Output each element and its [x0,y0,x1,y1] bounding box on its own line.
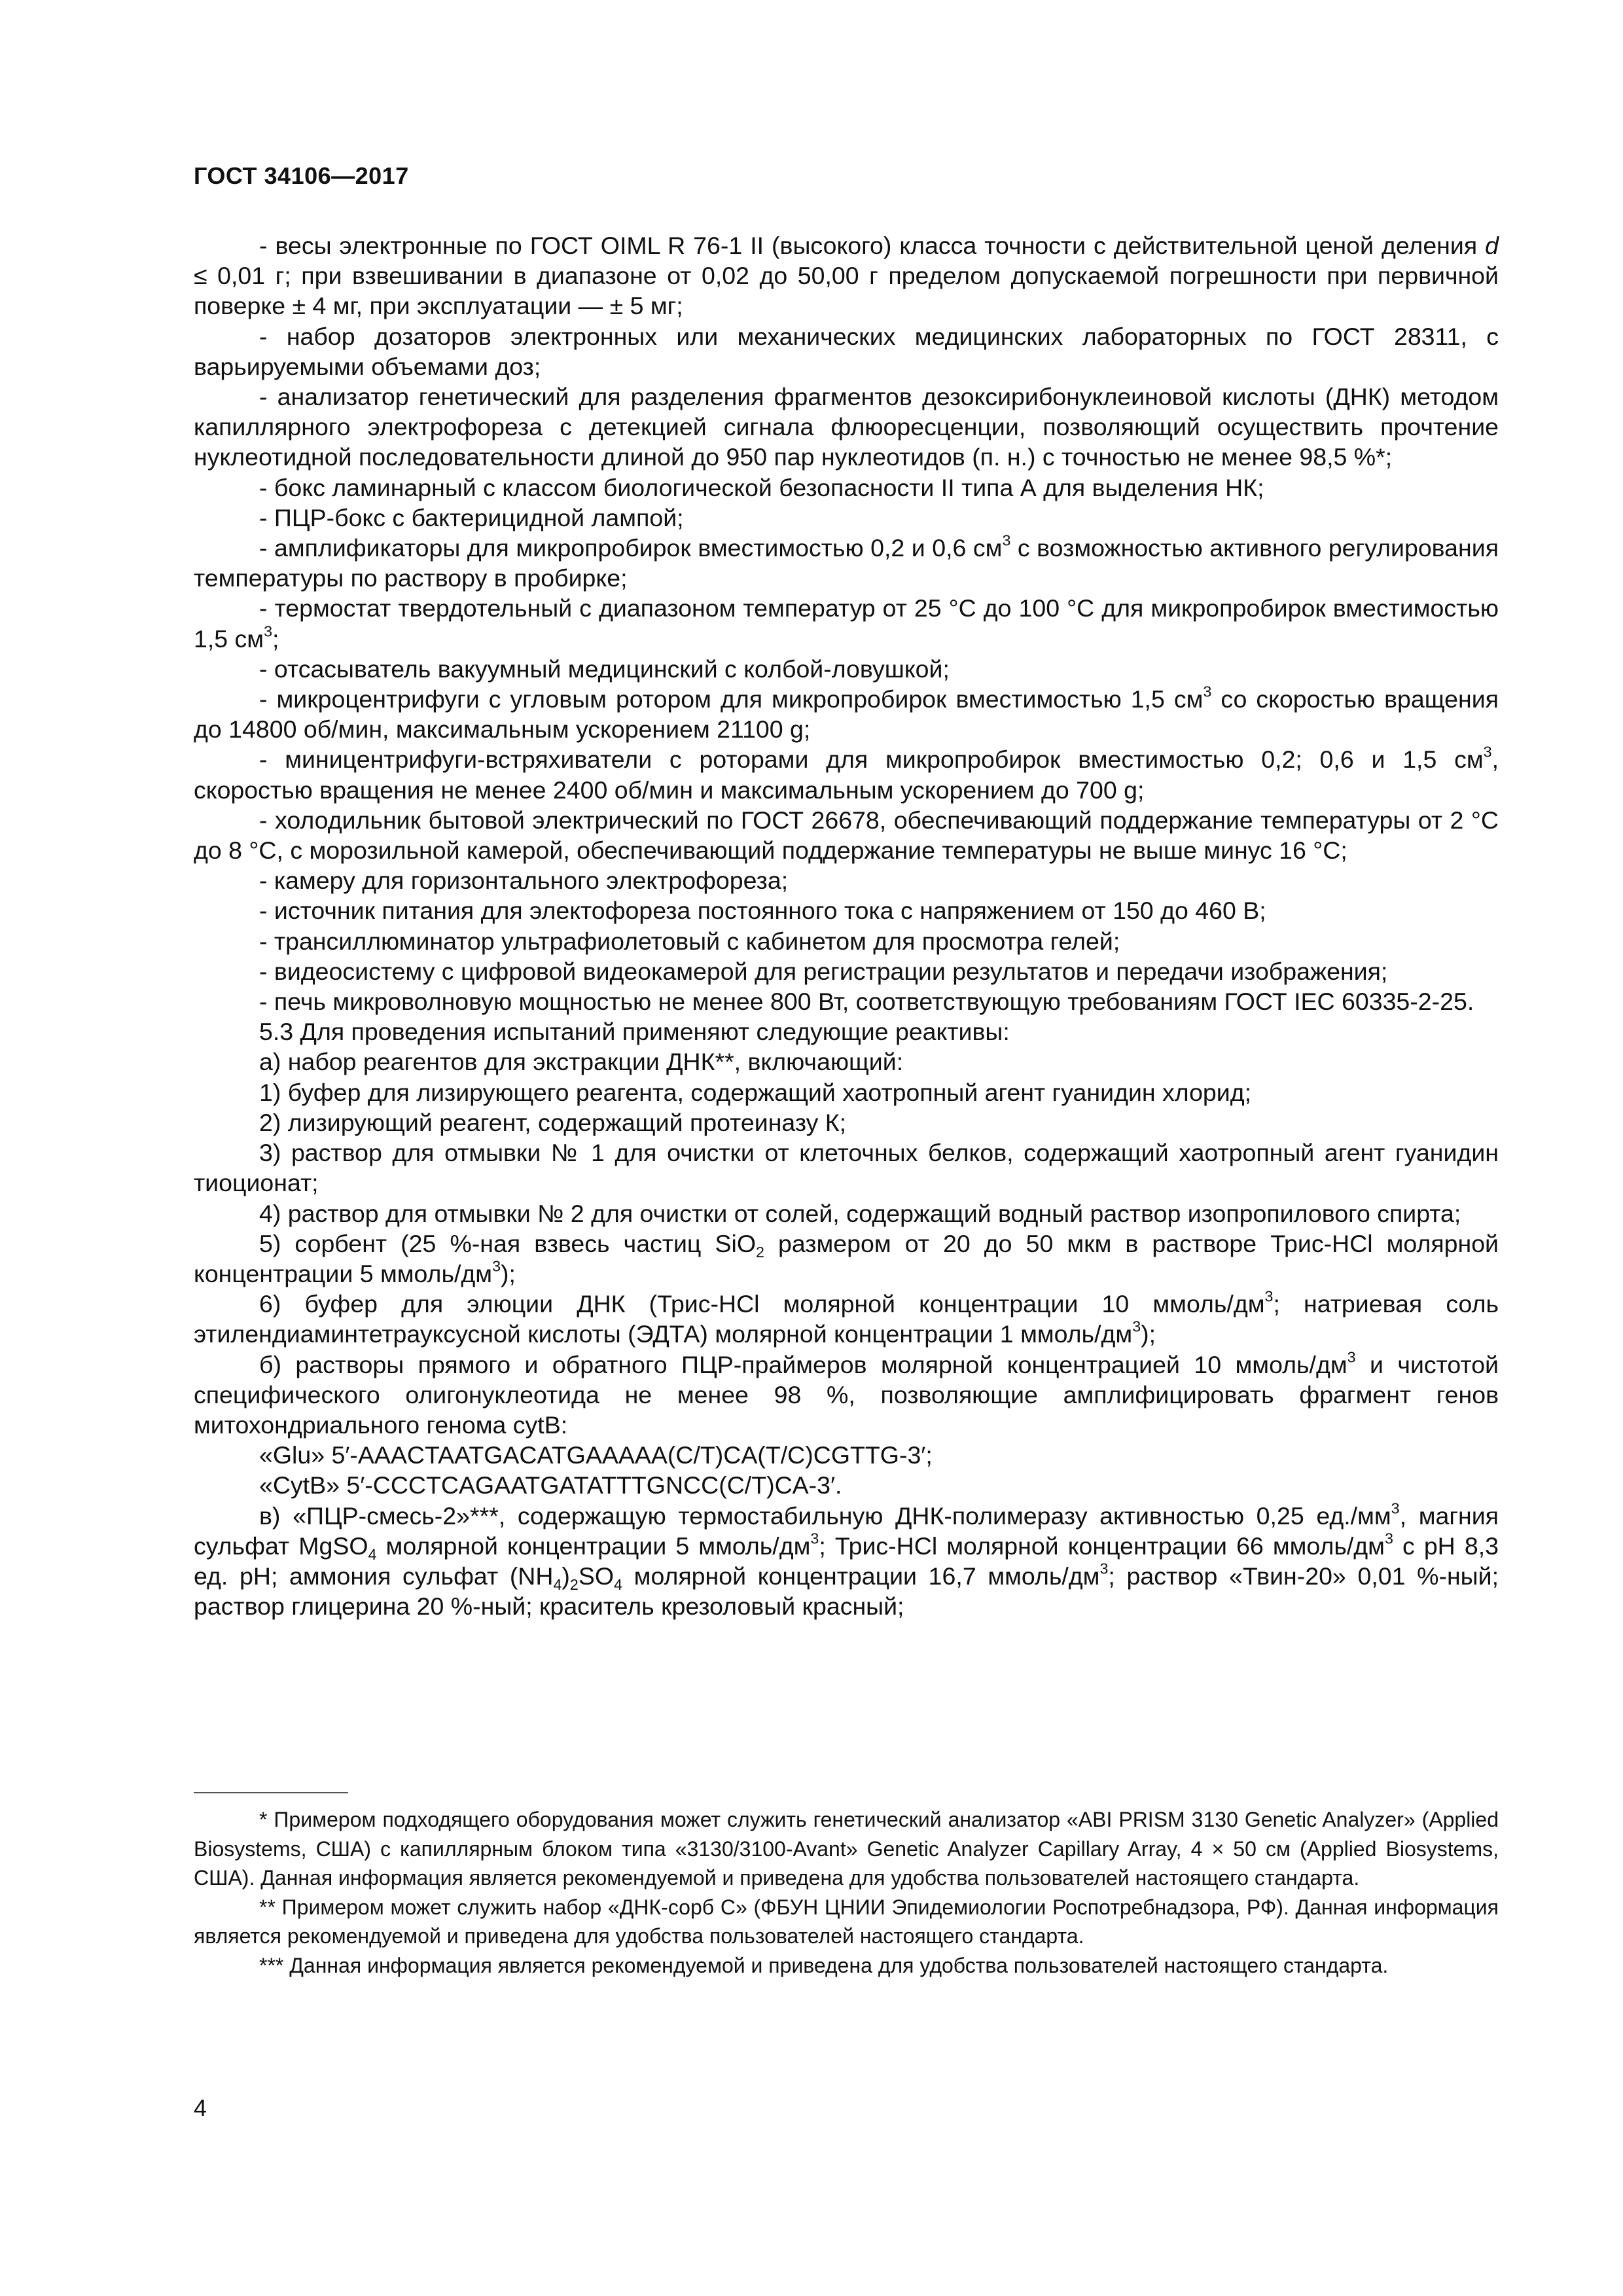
paragraph: 6) буфер для элюции ДНК (Трис-HCl молярной концентрации 10 ммоль/$дм^3$; натриевая соль этилендиаминтетрауксусной кислоты (ЭДТА) молярной концентрации 1 ммоль/$дм^3$); [194,1287,1499,1348]
paragraph: 3) раствор для отмывки № 1 для очистки от клеточных белков, содержащий хаотропный агент гуанидин тиоционат; [194,1139,1499,1197]
footnote: * Примером подходящего оборудования может служить генетический анализатор «ABI PRISM 3130 Genetic Analyzer» (Applied Biosystems, США) с капиллярным блоком типа «3130/3100-Avant» Genetic Analyzer Capillary Array, 4 × 50 см (Applied Biosystems, США). Данная информация является рекомендуемой и приведена для удобства пользователей настоящего стандарта. [194,1808,1499,1890]
paragraph: - анализатор генетический для разделения фрагментов дезоксирибонуклеиновой кислоты (ДНК) методом капиллярного электрофореза с детекцией сигнала флюоресценции, позволяющий осуществить прочтение нуклеотидной последовательности длиной до 950 пар нуклеотидов (п. н.) с точностью не менее 98,5 %*; [194,383,1499,471]
paragraph: 4) раствор для отмывки № 2 для очистки от солей, содержащий водный раствор изопропилового спирта; [259,1199,1461,1227]
paragraph: «CytB» 5′-CCCTCAGAATGATATTTGNCC(C/T)CA-3′. [259,1471,842,1499]
paragraph: - набор дозаторов электронных или механических медицинских лабораторных по ГОСТ 28311, с варьируемыми объемами доз; [194,322,1499,380]
footnote: *** Данная информация является рекомендуемой и приведена для удобства пользователей настоящего стандарта. [259,1953,1389,1977]
footnote: ** Примером может служить набор «ДНК-сорб С» (ФБУН ЦНИИ Эпидемиологии Роспотребнадзора, РФ). Данная информация является рекомендуемой и приведена для удобства пользователей настоящего стандарта. [194,1895,1499,1948]
paragraph: - отсасыватель вакуумный медицинский с колбой-ловушкой; [259,655,950,683]
paragraph: - бокс ламинарный с классом биологической безопасности II типа А для выделения НК; [259,473,1264,501]
paragraph: в) «ПЦР-смесь-2»***, содержащую термостабильную ДНК-полимеразу активностью 0,25 $ед./мм^3$, магния сульфат MgSO$_4$ молярной концентрации 5 ммоль/$дм^3$; Трис-HCl молярной концентрации 66 ммоль/$дм^3$ с pH 8,3 ед. pH; аммония сульфат $(NH_4)_2SO_4$ молярной концентрации 16,7 ммоль/$дм^3$; раствор «Твин-20» 0,01 %-ный; раствор глицерина 20 %-ный; краситель крезоловый красный; [194,1499,1499,1621]
paragraph: - амплификаторы для микропробирок вместимостью 0,2 и 0,6 $см^3$ с возможностью активного регулирования температуры по раствору в пробирке; [194,531,1499,592]
paragraph: 1) буфер для лизирующего реагента, содержащий хаотропный агент гуанидин хлорид; [259,1078,1252,1106]
paragraph: 5) сорбент (25 %-ная взвесь частиц SiO$_2$ размером от 20 до 50 мкм в растворе Трис-HCl молярной концентрации 5 ммоль/$дм^3$); [194,1229,1499,1287]
paragraph: - миницентрифуги-встряхиватели с роторами для микропробирок вместимостью 0,2; 0,6 и 1,5 $см^3$, скоростью вращения не менее 2400 об/мин и максимальным ускорением до 700 g; [194,744,1499,804]
paragraph: 2) лизирующий реагент, содержащий протеиназу К; [259,1108,847,1136]
paragraph: а) набор реагентов для экстракции ДНК**, включающий: [259,1048,904,1076]
paragraph: - весы электронные по ГОСТ OIML R 76-1 II (высокого) класса точности с действительной ценой деления d ≤ 0,01 г; при взвешивании в диапазоне от 0,02 до 50,00 г пределом допускаемой погрешности при первичной поверке ± 4 мг, при эксплуатации — ± 5 мг; [194,232,1499,320]
paragraph: - ПЦР-бокс с бактерицидной лампой; [259,503,684,531]
footnotes [194,1805,1499,1980]
paragraph: б) растворы прямого и обратного ПЦР-праймеров молярной концентрацией 10 ммоль/$дм^3$ и чистотой специфического олигонуклеотида не менее 98 %, позволяющие амплифицировать фрагмент генов митохондриального генома cytB: [194,1348,1499,1439]
paragraph: - видеосистему с цифровой видеокамерой для регистрации результатов и передачи изображения; [259,957,1388,985]
paragraph: «Glu» 5′-AAACTAATGACATGAAAAA(C/T)CA(T/C)CGTTG-3′; [259,1441,933,1469]
paragraph: - термостат твердотельный с диапазоном температур от 25 °С до 100 °С для микропробирок вместимостью 1,5 $см^3$; [194,594,1499,653]
body-text [194,230,1499,1621]
paragraph: 5.3 Для проведения испытаний применяют следующие реактивы: [259,1018,1010,1046]
paragraph: - источник питания для электофореза постоянного тока с напряжением от 150 до 460 В; [259,897,1266,925]
paragraph: - микроцентрифуги с угловым ротором для микропробирок вместимостью 1,5 $см^3$ со скоростью вращения до 14800 об/мин, максимальным ускорением 21100 g; [194,683,1499,744]
paragraph: - холодильник бытовой электрический по ГОСТ 26678, обеспечивающий поддержание температуры от 2 °С до 8 °С, с морозильной камерой, обеспечивающий поддержание температуры не выше минус 16 °С; [194,806,1499,865]
page-number: 4 [194,2094,207,2121]
footnote-separator [194,1792,348,1793]
page-header: ГОСТ 34106—2017 [194,162,409,189]
paragraph: - камеру для горизонтального электрофореза; [259,867,789,895]
paragraph: - печь микроволновую мощностью не менее 800 Вт, соответствующую требованиям ГОСТ IEC 60335-2-25. [259,988,1474,1016]
paragraph: - трансиллюминатор ультрафиолетовый с кабинетом для просмотра гелей; [259,927,1120,955]
